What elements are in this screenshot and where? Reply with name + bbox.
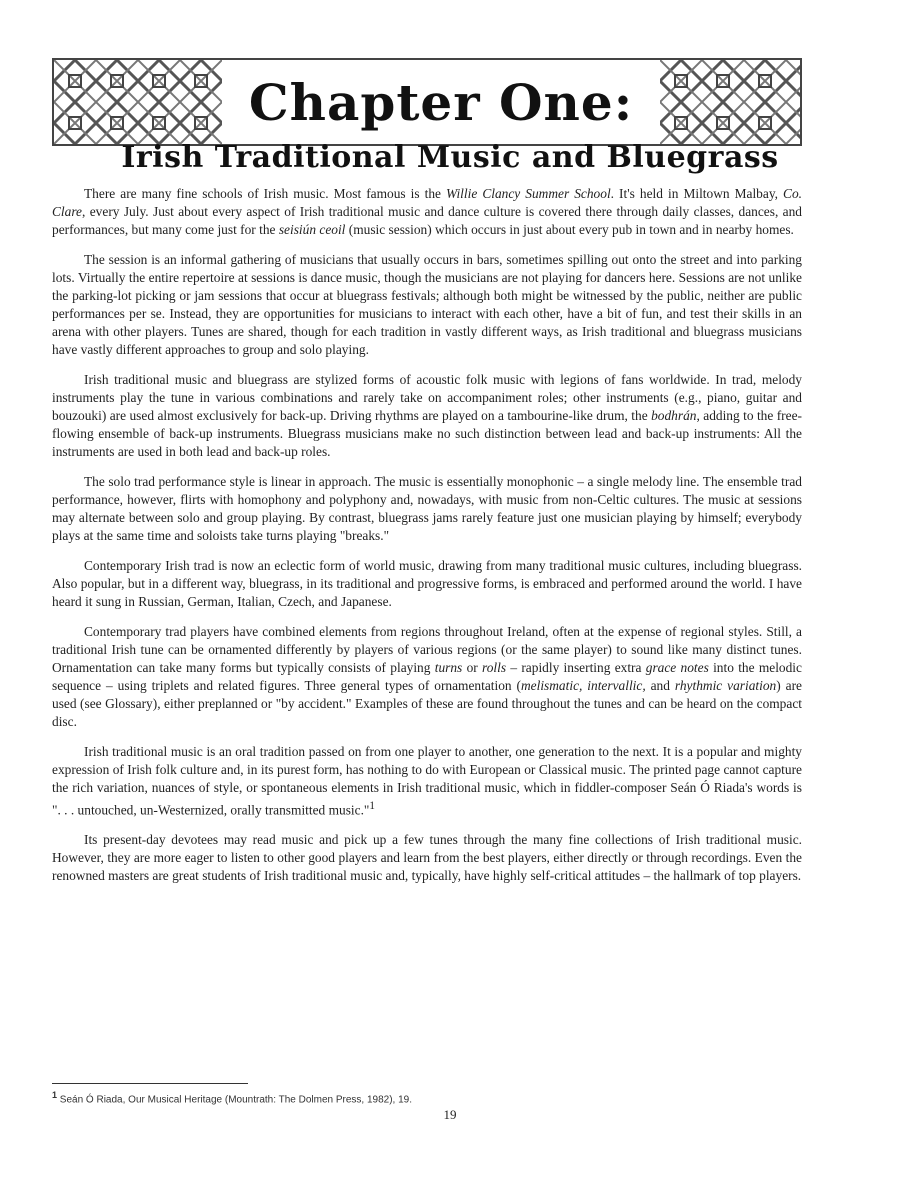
italic-text: seisiún ceoil — [278, 222, 346, 237]
paragraph-text: Contemporary Irish trad is now an eclectic form of world music, drawing from many traditional music cultures, including bluegrass. Also popular, but in a different way, bluegrass, in its traditional and progressive forms, is embraced and performed around the world. I have heard it sung in Russian, German, Italian, Czech, and Japanese. — [52, 558, 802, 609]
footnote-text: Seán Ó Riada, Our Musical Heritage (Mountrath: The Dolmen Press, 1982), 19. — [59, 1094, 412, 1106]
paragraph-text: or — [462, 660, 483, 675]
paragraph-text: (music session) which occurs in just about every pub in town and in nearby homes. — [345, 222, 794, 237]
paragraph-text: The solo trad performance style is linear in approach. The music is essentially monophonic – a single melody line. The ensemble trad performance, however, flirts with homophony and polyphony and, nowadays, with music from non-Celtic cultures. The music at sessions may alternate between solo and group playing. By contrast, bluegrass jams rarely feature just one musician playing by himself; everybody plays at the same time and soloists take turns playing "breaks." — [52, 474, 802, 543]
body-paragraph — [52, 831, 802, 885]
chapter-title-panel — [222, 60, 660, 144]
paragraph-text: – rapidly inserting extra — [506, 660, 646, 675]
italic-text: Co. Clare — [52, 186, 803, 219]
italic-text: bodhrán — [651, 408, 697, 423]
page-number: 19 — [443, 1107, 457, 1122]
italic-text: rhythmic variation — [674, 678, 777, 693]
body-paragraph — [52, 185, 802, 239]
italic-text: melismatic, intervallic, — [521, 678, 646, 693]
body-paragraph — [52, 743, 802, 819]
paragraph-text: There are many fine schools of Irish music. Most famous is the — [84, 186, 447, 201]
paragraph-text: Contemporary trad players have combined elements from regions throughout Ireland, often at the expense of regional styles. Still, a traditional Irish tune can be ornamented differently by players of various regions (or the same player) to sound like many distinct tunes. Ornamentation can take many forms but typically consists of playing — [52, 624, 802, 675]
chapter-banner — [52, 58, 802, 146]
paragraph-text: . It's held in Miltown Malbay, — [610, 186, 784, 201]
paragraph-text: ) are used (see Glossary), either preplanned or "by accident." Examples of these are found throughout the tunes and can be heard on the compact disc. — [52, 678, 802, 729]
paragraph-text: into the melodic sequence – using triplets and related figures. Three general types of ornamentation ( — [52, 660, 802, 693]
chapter-subtitle: Irish Traditional Music and Bluegrass — [121, 140, 779, 175]
paragraph-text: Irish traditional music is an oral tradition passed on from one player to another, one generation to the next. It is a popular and mighty expression of Irish folk culture and, in its purest form, has nothing to do with European or Classical music. The printed page cannot capture the rich variation, nuances of style, or spontaneous elements in Irish traditional music, which in fiddler-composer Seán Ó Riada's words is ". . . untouched, un-Westernized, orally transmitted music." — [52, 744, 802, 818]
body-paragraph — [52, 623, 802, 731]
paragraph-text: The session is an informal gathering of musicians that usually occurs in bars, sometimes spilling out onto the street and into parking lots. Virtually the entire repertoire at sessions is dance music, though the musicians are not playing for dancers here. Sessions are not unlike the parking-lot picking or jam sessions that occur at bluegrass festivals; although both might be witnessed by the public, neither are public performances per se. Instead, they are opportunities for musicians to interact with each other, have a bit of fun, and test their skills in an arena with other players. Tunes are shared, though for each tradition in vastly different ways, as Irish traditional and bluegrass musicians have vastly different approaches to group and solo playing. — [52, 252, 802, 357]
footnote-marker: 1 — [52, 1090, 58, 1100]
chapter-title: Chapter One: — [248, 72, 634, 132]
celtic-knot-ornament-right — [660, 60, 800, 144]
italic-text: rolls — [482, 660, 507, 675]
footnote — [52, 1090, 752, 1105]
footnote-divider — [52, 1083, 248, 1084]
italic-text: turns — [434, 660, 463, 675]
italic-text: grace notes — [645, 660, 709, 675]
body-paragraph — [52, 251, 802, 359]
paragraph-text: , every July. Just about every aspect of Irish traditional music and dance culture is covered there through daily classes, dances, and performances, but many come just for the — [52, 204, 802, 237]
body-paragraph — [52, 557, 802, 611]
body-paragraph — [52, 371, 802, 461]
footnote-reference: 1 — [369, 800, 375, 812]
italic-text: Willie Clancy Summer School — [446, 186, 611, 201]
paragraph-text: and — [645, 678, 675, 693]
body-text — [52, 185, 802, 897]
paragraph-text: , adding to the free-flowing ensemble of back-up instruments. Bluegrass musicians make no such distinction between lead and back-up instruments: All the instruments are used in both lead and back-up roles. — [52, 408, 802, 459]
paragraph-text: Irish traditional music and bluegrass are stylized forms of acoustic folk music with legions of fans worldwide. In trad, melody instruments play the tune in various combinations and rarely take on accompaniment roles; other instruments (e.g., piano, guitar and bouzouki) are used almost exclusively for back-up. Driving rhythms are played on a tambourine-like drum, the — [52, 372, 802, 423]
celtic-knot-ornament-left — [54, 60, 222, 144]
paragraph-text: Its present-day devotees may read music and pick up a few tunes through the many fine collections of Irish traditional music. However, they are more eager to listen to other good players and learn from the best players, either directly or through recordings. Even the renowned masters are great students of Irish traditional music and, typically, have highly self-critical attitudes – the hallmark of top players. — [52, 832, 802, 884]
body-paragraph — [52, 473, 802, 545]
